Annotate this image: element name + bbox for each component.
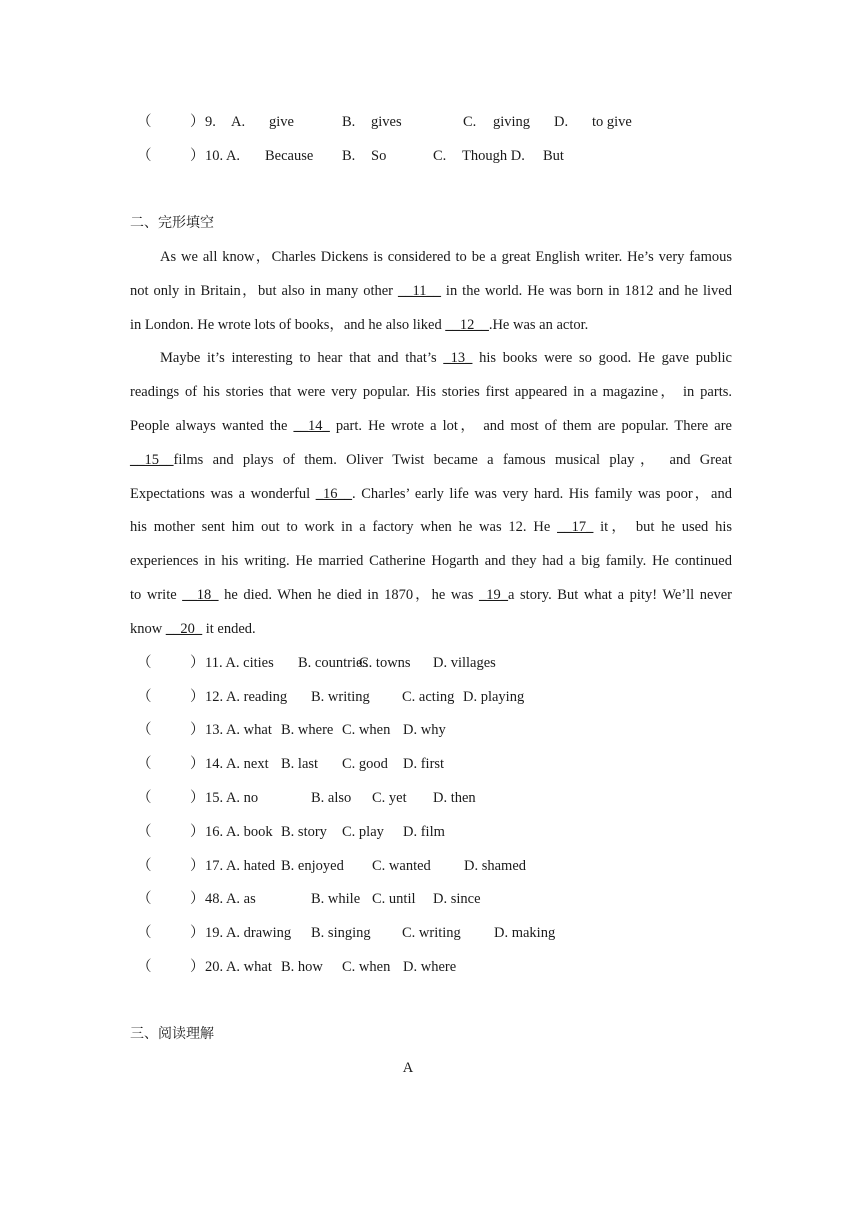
answer-paren-open: （ <box>137 655 152 671</box>
answer-paren-open: （ <box>137 824 152 840</box>
option-b: B. enjoyed <box>281 858 344 874</box>
option-d: D. making <box>494 925 556 941</box>
answer-paren-open: （ <box>137 114 152 130</box>
option-b: B. also <box>311 790 352 806</box>
option-c-text: Though D. <box>462 148 525 164</box>
option-d: D. film <box>403 824 445 840</box>
passage-line: __15__films and plays of them. Oliver Twist became a famous musical play， and Great <box>130 452 732 468</box>
answer-paren-open: （ <box>137 148 152 164</box>
option-b: B. singing <box>311 925 371 941</box>
blank-12: __12__ <box>445 317 489 333</box>
question-number: 10. A. <box>205 148 241 164</box>
option-c: C. writing <box>402 925 461 941</box>
answer-paren-open: （ <box>137 790 152 806</box>
option-c: C. yet <box>372 790 407 806</box>
option-d-text: to give <box>592 114 632 130</box>
option-c-letter: C. <box>463 114 477 130</box>
option-d: D. shamed <box>464 858 527 874</box>
section-heading-reading: 三、阅读理解 <box>130 1026 214 1042</box>
option-d-letter: D. <box>554 114 569 130</box>
option-c: C. towns <box>359 655 411 671</box>
option-b-letter: B. <box>342 148 356 164</box>
option-d: D. why <box>403 722 446 738</box>
option-b: B. where <box>281 722 334 738</box>
answer-paren-open: （ <box>137 925 152 941</box>
option-c: C. when <box>342 959 391 975</box>
answer-paren-close: ） <box>190 824 205 840</box>
answer-paren-close: ） <box>190 790 205 806</box>
question-number-option-a: 48. A. as <box>205 891 256 907</box>
blank-13: _13_ <box>443 350 473 366</box>
blank-19: _19_ <box>479 587 509 603</box>
answer-paren-close: ） <box>190 689 205 705</box>
option-d: D. since <box>433 891 481 907</box>
answer-paren-close: ） <box>190 925 205 941</box>
answer-paren-open: （ <box>137 756 152 772</box>
question-number: 9. <box>205 114 216 130</box>
question-row-14 <box>130 754 770 774</box>
option-c-text: giving <box>493 114 531 130</box>
passage-line: in London. He wrote lots of books，and he also liked __12__.He was an actor. <box>130 317 589 333</box>
passage-line: know __20_ it ended. <box>130 621 256 637</box>
answer-paren-close: ） <box>190 722 205 738</box>
option-a-text: give <box>269 114 294 130</box>
passage-line: experiences in his writing. He married Catherine Hogarth and they had a big family. He continued <box>130 553 732 569</box>
option-b: B. while <box>311 891 361 907</box>
question-number-option-a: 11. A. cities <box>205 655 274 671</box>
answer-paren-close: ） <box>190 655 205 671</box>
question-row-48 <box>130 889 770 909</box>
blank-15: __15__ <box>130 452 174 468</box>
question-row-15 <box>130 788 770 808</box>
option-b: B. story <box>281 824 327 840</box>
option-b: B. last <box>281 756 319 772</box>
option-d-text: But <box>543 148 564 164</box>
passage-line: Maybe it’s interesting to hear that and that’s _13_ his books were so good. He gave public <box>160 350 732 366</box>
blank-18: __18_ <box>182 587 219 603</box>
option-d: D. first <box>403 756 445 772</box>
option-b: B. countries <box>298 655 369 671</box>
passage-line: not only in Britain，but also in many other __11__ in the world. He was born in 1812 and he lived <box>130 283 732 299</box>
option-d: D. villages <box>433 655 496 671</box>
question-row-13 <box>130 720 770 740</box>
question-number-option-a: 14. A. next <box>205 756 269 772</box>
answer-paren-close: ） <box>190 891 205 907</box>
answer-paren-close: ） <box>190 756 205 772</box>
passage-line: As we all know，Charles Dickens is considered to be a great English writer. He’s very famous <box>160 249 732 265</box>
option-b-letter: B. <box>342 114 356 130</box>
option-b: B. how <box>281 959 323 975</box>
passage-label: A <box>402 1060 414 1076</box>
answer-paren-close: ） <box>190 114 205 130</box>
question-row-11 <box>130 653 770 673</box>
question-row-10 <box>130 146 770 166</box>
option-c: C. good <box>342 756 388 772</box>
option-c: C. when <box>342 722 391 738</box>
blank-20: __20_ <box>165 621 203 637</box>
question-row-9 <box>130 112 770 132</box>
question-number-option-a: 13. A. what <box>205 722 272 738</box>
question-number-option-a: 17. A. hated <box>205 858 276 874</box>
answer-paren-open: （ <box>137 959 152 975</box>
option-c: C. until <box>372 891 416 907</box>
option-a-letter: A. <box>231 114 246 130</box>
option-b-text: gives <box>371 114 402 130</box>
option-d: D. then <box>433 790 476 806</box>
question-row-16 <box>130 822 770 842</box>
question-row-20 <box>130 957 770 977</box>
question-row-12 <box>130 687 770 707</box>
answer-paren-open: （ <box>137 891 152 907</box>
option-b: B. writing <box>311 689 370 705</box>
answer-paren-close: ） <box>190 148 205 164</box>
blank-16: _16__ <box>315 486 353 502</box>
answer-paren-close: ） <box>190 959 205 975</box>
passage-line: People always wanted the __14_ part. He wrote a lot， and most of them are popular. There are <box>130 418 732 434</box>
question-number-option-a: 15. A. no <box>205 790 259 806</box>
option-b-text: So <box>371 148 387 164</box>
passage-line: Expectations was a wonderful _16__. Charles’ early life was very hard. His family was poor，and <box>130 486 732 502</box>
section-heading-cloze: 二、完形填空 <box>130 215 214 231</box>
answer-paren-open: （ <box>137 722 152 738</box>
blank-14: __14_ <box>293 418 330 434</box>
passage-line: readings of his stories that were very popular. His stories first appeared in a magazine， in parts. <box>130 384 732 400</box>
option-a-text: Because <box>265 148 314 164</box>
answer-paren-open: （ <box>137 858 152 874</box>
answer-paren-close: ） <box>190 858 205 874</box>
option-d: D. playing <box>463 689 525 705</box>
question-row-17 <box>130 856 770 876</box>
passage-line: his mother sent him out to work in a factory when he was 12. He __17_ it， but he used his <box>130 519 732 535</box>
blank-11: __11__ <box>397 283 441 299</box>
option-c: C. play <box>342 824 384 840</box>
blank-17: __17_ <box>557 519 594 535</box>
question-number-option-a: 12. A. reading <box>205 689 288 705</box>
option-c: C. acting <box>402 689 455 705</box>
option-c: C. wanted <box>372 858 431 874</box>
option-d: D. where <box>403 959 457 975</box>
option-c-letter: C. <box>433 148 447 164</box>
passage-line: to write __18_ he died. When he died in 1870，he was _19_a story. But what a pity! We’ll never <box>130 587 732 603</box>
question-number-option-a: 19. A. drawing <box>205 925 292 941</box>
question-number-option-a: 16. A. book <box>205 824 273 840</box>
question-row-19 <box>130 923 770 943</box>
question-number-option-a: 20. A. what <box>205 959 272 975</box>
answer-paren-open: （ <box>137 689 152 705</box>
